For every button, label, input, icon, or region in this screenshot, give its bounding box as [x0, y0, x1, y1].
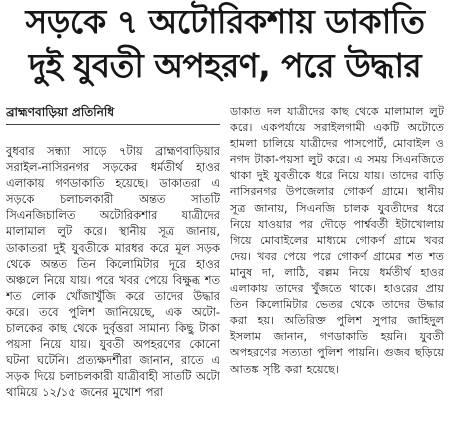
article-body	[6, 104, 444, 435]
byline: ব্রাহ্মণবাড়িয়া প্রতিনিধি	[6, 104, 220, 125]
article-paragraph-right: ডাকাত দল যাত্রীদের কাছ থেকে মালামাল লুট করে। একপর্যায়ে সরাইলগামী একটি অটোতে হামলা চালিয়ে যাত্রীদের পাসপোর্ট, মোবাইল ও নগদ টাকা-পয়সা লুট করে। এ সময় সিএনজিতে থাকা দুই যুবতীকে ধরে নিয়ে যায়। তাদের বাড়ি নাসিরনগর উপজেলার গোকর্ণ গ্রামে। স্থানীয় সূত্র জানায়, সিএনজি চালক যুবতীদের ধরে নিয়ে যাওয়ার পর দৌড়ে পার্শ্ববর্তী ইটাখোলায় গিয়ে মোবাইলের মাধ্যমে গোকর্ণ গ্রামে খবর দেয়। খবর পেয়ে পরে গোকর্ণ গ্রামের শত শত মানুষ দা, লাঠি, বল্লম নিয়ে ধর্মতীর্থ হাওর এলাকায় তাদের খুঁজতে থাকে। হাওরের প্রায় তিন কিলোমিটার ভেতর থেকে তাদের উদ্ধার করা হয়। অতিরিক্ত পুলিশ সুপার জাহিদুল ইসলাম জানান, গণডাকাতি হয়নি। যুবতী অপহরণের সত্যতা পুলিশ পায়নি। গুজব ছড়িয়ে আতঙ্ক সৃষ্টি করা হয়েছে।	[230, 105, 444, 376]
article-column-left	[6, 104, 220, 435]
headline-line-1: সড়কে ৭ অটোরিকশায় ডাকাতি	[25, 2, 425, 41]
article-column-right	[230, 104, 444, 435]
article-paragraph-left: বুধবার সন্ধ্যা সাড়ে ৭টায় ব্রাহ্মণবাড়িয়ার সরাইল-নাসিরনগর সড়কের ধর্মতীর্থ হাওর এলাকায় গণডাকাতি হয়েছে। ডাকাতরা এ সড়কে চলাচলকারী অন্তত সাতটি সিএনজিচালিত অটোরিকশার যাত্রীদের মালামাল লুট করে। স্থানীয় সূত্র জানায়, ডাকাতরা দুই যুবতীকে মারধর করে মূল সড়ক থেকে অন্তত তিন কিলোমিটার দূরে হাওর অঞ্চলে নিয়ে যায়। পরে খবর পেয়ে বিক্ষুব্ধ শত শত লোক খোঁজাখুঁজি করে তাদের উদ্ধার করে। তবে পুলিশ জানিয়েছে, এক অটো-চালকের কাছ থেকে দুর্বৃত্তরা সামান্য কিছু টাকা পয়সা নিয়ে যায়। যুবতী অপহরণের কোনো ঘটনা ঘটেনি। প্রত্যক্ষদর্শীরা জানান, রাতে এ সড়ক দিয়ে চলাচলকারী যাত্রীবাহী সাতটি অটো থামিয়ে ১২/১৫ জনের মুখোশ পরা	[6, 144, 220, 400]
headline-line-2: দুই যুবতী অপহরণ, পরে উদ্ধার	[28, 46, 422, 85]
